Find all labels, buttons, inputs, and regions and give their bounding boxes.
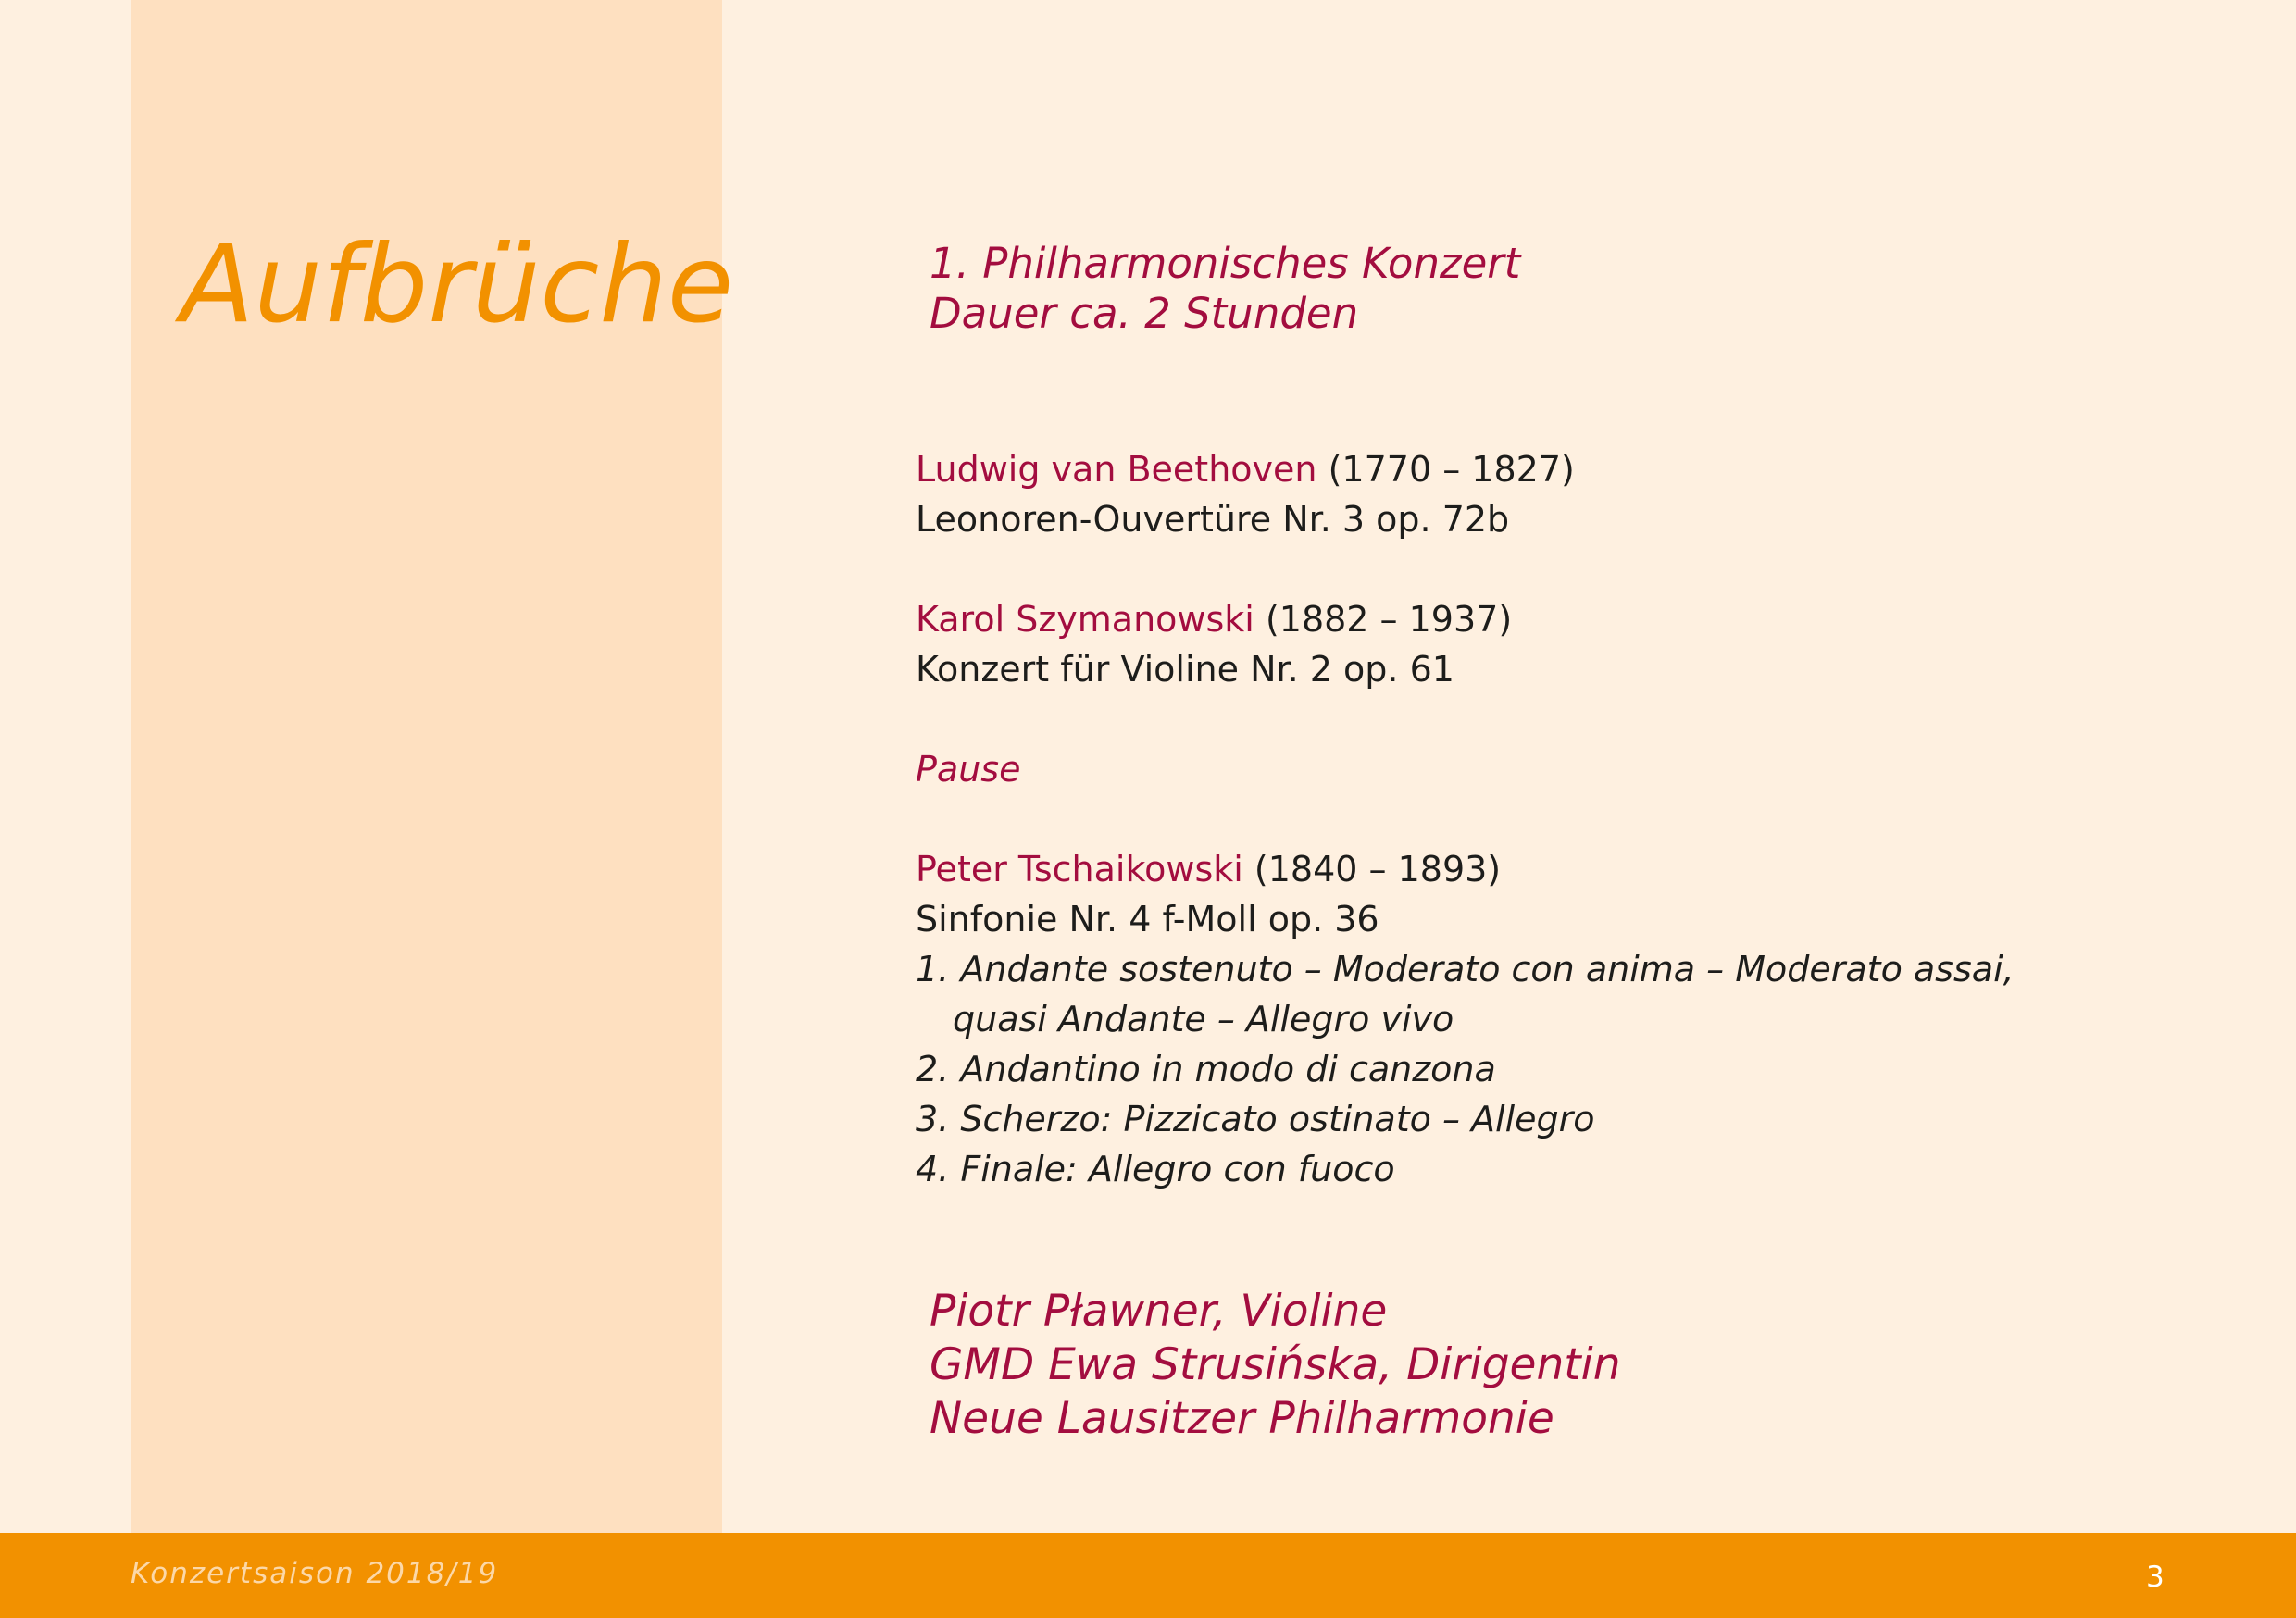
composer-years: (1770 – 1827) — [1328, 449, 1575, 490]
page-title: Aufbrüche — [181, 222, 734, 347]
work-title: Konzert für Violine Nr. 2 op. 61 — [916, 649, 1454, 690]
concert-duration: Dauer ca. 2 Stunden — [930, 289, 1359, 338]
composer-name: Peter Tschaikowski — [916, 849, 1243, 890]
performer-soloist: Piotr Pławner, Violine — [930, 1286, 1388, 1337]
concert-header — [930, 239, 1520, 339]
movement-item: quasi Andante – Allegro vivo — [953, 999, 1454, 1039]
performer-orchestra: Neue Lausitzer Philharmonie — [930, 1393, 1554, 1444]
composer-name: Ludwig van Beethoven — [916, 449, 1317, 490]
work-title: Sinfonie Nr. 4 f-Moll op. 36 — [916, 899, 1379, 940]
composer-years: (1840 – 1893) — [1254, 849, 1502, 890]
movement-item: 2. Andantino in modo di canzona — [916, 1049, 1496, 1089]
movement-item: 1. Andante sostenuto – Moderato con anima – Moderato assai, — [916, 949, 2015, 989]
page-number: 3 — [2146, 1561, 2165, 1594]
composer-name: Karol Szymanowski — [916, 599, 1254, 640]
movement-item: 3. Scherzo: Pizzicato ostinato – Allegro — [916, 1099, 1595, 1139]
work-title: Leonoren-Ouvertüre Nr. 3 op. 72b — [916, 499, 1510, 540]
performers-list — [930, 1285, 1621, 1446]
concert-name: 1. Philharmonisches Konzert — [930, 239, 1521, 288]
composer-years: (1882 – 1937) — [1265, 599, 1513, 640]
composer-line — [916, 844, 2119, 894]
performer-conductor: GMD Ewa Strusińska, Dirigentin — [930, 1339, 1621, 1390]
movement-item: 4. Finale: Allegro con fuoco — [916, 1149, 1395, 1189]
program-list — [916, 444, 2119, 1194]
season-label: Konzertsaison 2018/19 — [131, 1557, 499, 1590]
footer-bar — [0, 1533, 2296, 1618]
composer-line — [916, 594, 2119, 644]
pause-label: Pause — [916, 749, 1021, 790]
composer-line — [916, 444, 2119, 494]
